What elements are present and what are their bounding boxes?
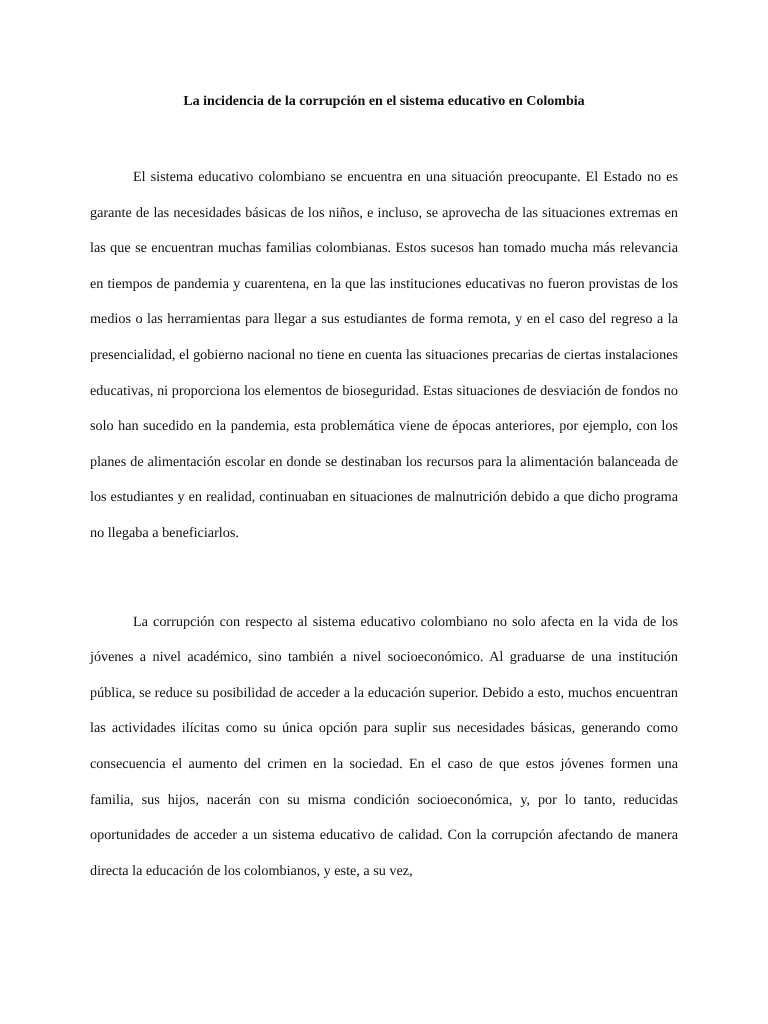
paragraph-1: El sistema educativo colombiano se encuentra en una situación preocupante. El Estado no es garante de las necesidades básicas de los niños, e incluso, se aprovecha de las situaciones extremas en las que se encuentran muchas familias colombianas. Estos sucesos han tomado mucha más relevancia en tiempos de pandemia y cuarentena, en la que las instituciones educativas no fueron provistas de los medios o las herramientas para llegar a sus estudiantes de forma remota, y en el caso del regreso a la presencialidad, el gobierno nacional no tiene en cuenta las situaciones precarias de ciertas instalaciones educativas, ni proporciona los elementos de bioseguridad. Estas situaciones de desviación de fondos no solo han sucedido en la pandemia, esta problemática viene de épocas anteriores, por ejemplo, con los planes de alimentación escolar en donde se destinaban los recursos para la alimentación balanceada de los estudiantes y en realidad, continuaban en situaciones de malnutrición debido a que dicho programa no llegaba a beneficiarlos. bbox=[90, 169, 678, 541]
paragraph-2: La corrupción con respecto al sistema educativo colombiano no solo afecta en la vida de los jóvenes a nivel académico, sino también a nivel socioeconómico. Al graduarse de una institución pública, se reduce su posibilidad de acceder a la educación superior. Debido a esto, muchos encuentran las actividades ilícitas como su única opción para suplir sus necesidades básicas, generando como consecuencia el aumento del crimen en la sociedad. En el caso de que estos jóvenes formen una familia, sus hijos, nacerán con su misma condición socioeconómica, y, por lo tanto, reducidas oportunidades de acceder a un sistema educativo de calidad. Con la corrupción afectando de manera directa la educación de los colombianos, y este, a su vez, bbox=[90, 613, 678, 879]
document-title: La incidencia de la corrupción en el sistema educativo en Colombia bbox=[183, 94, 585, 109]
